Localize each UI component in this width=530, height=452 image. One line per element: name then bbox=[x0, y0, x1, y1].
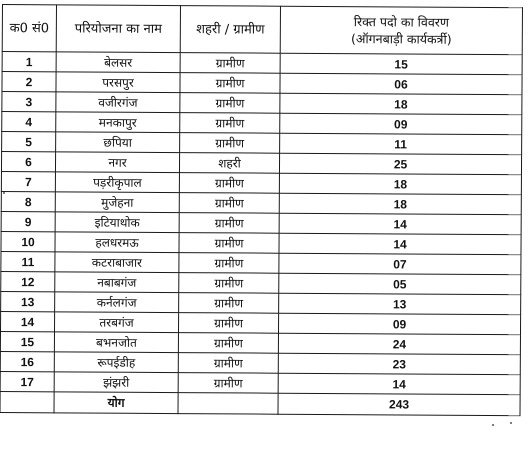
serial-number-cell: 9 bbox=[1, 211, 55, 231]
vacancy-count-cell: 14 bbox=[278, 373, 520, 394]
table-body bbox=[0, 52, 522, 395]
vacancy-count-cell: 13 bbox=[279, 293, 521, 314]
serial-number-cell: 16 bbox=[0, 351, 54, 371]
serial-number-cell: 11 bbox=[1, 251, 55, 271]
serial-number-cell: 8 bbox=[1, 191, 55, 211]
area-type-cell: ग्रामीण bbox=[180, 93, 280, 114]
project-name-cell: हलधरमऊ bbox=[55, 232, 179, 253]
area-type-cell: ग्रामीण bbox=[178, 373, 278, 394]
project-name-cell: झंझरी bbox=[54, 372, 178, 393]
scan-speck bbox=[3, 192, 5, 194]
area-type-cell: ग्रामीण bbox=[179, 233, 279, 254]
project-name-cell: बभनजोत bbox=[54, 332, 178, 353]
serial-number-cell: 1 bbox=[2, 52, 56, 72]
header-project-name: परियोजना का नाम bbox=[56, 5, 180, 53]
header-vacancy-title: रिक्त पदो का विवरण bbox=[353, 14, 450, 30]
area-type-cell: ग्रामीण bbox=[180, 73, 280, 94]
vacancy-count-cell: 15 bbox=[280, 53, 522, 74]
serial-number-cell: 3 bbox=[2, 92, 56, 112]
project-name-cell: परसपुर bbox=[56, 72, 180, 93]
header-serial-number: क0 सं0 bbox=[2, 5, 56, 52]
area-type-cell: शहरी bbox=[179, 153, 279, 174]
project-name-cell: तरबगंज bbox=[54, 312, 178, 333]
total-value: 243 bbox=[278, 393, 520, 415]
area-type-cell: ग्रामीण bbox=[178, 313, 278, 334]
vacancy-count-cell: 11 bbox=[280, 133, 522, 154]
area-type-cell: ग्रामीण bbox=[179, 193, 279, 214]
serial-number-cell: 14 bbox=[0, 311, 54, 331]
area-type-cell: ग्रामीण bbox=[179, 173, 279, 194]
vacancy-count-cell: 14 bbox=[279, 213, 521, 234]
vacancy-count-cell: 06 bbox=[280, 73, 522, 94]
project-name-cell: रूपईडीह bbox=[54, 352, 178, 373]
vacancy-count-cell: 25 bbox=[279, 153, 521, 174]
total-label: योग bbox=[54, 392, 178, 414]
table-header-row bbox=[2, 5, 522, 55]
project-name-cell: नगर bbox=[55, 152, 179, 173]
vacancy-table bbox=[0, 4, 523, 416]
project-name-cell: कटराबाजार bbox=[55, 252, 179, 273]
serial-number-cell: 15 bbox=[0, 331, 54, 351]
total-serial-cell bbox=[0, 391, 54, 412]
area-type-cell: ग्रामीण bbox=[179, 253, 279, 274]
project-name-cell: कर्नलगंज bbox=[55, 292, 179, 313]
header-vacancy-subtitle: (ऑगनबाड़ी कार्यकर्त्री) bbox=[350, 31, 452, 47]
vacancy-count-cell: 24 bbox=[278, 333, 520, 354]
serial-number-cell: 7 bbox=[1, 171, 55, 191]
vacancy-count-cell: 09 bbox=[280, 113, 522, 134]
vacancy-count-cell: 18 bbox=[279, 193, 521, 214]
serial-number-cell: 10 bbox=[1, 231, 55, 251]
scan-speck bbox=[492, 424, 494, 426]
area-type-cell: ग्रामीण bbox=[178, 333, 278, 354]
area-type-cell: ग्रामीण bbox=[180, 113, 280, 134]
serial-number-cell: 5 bbox=[2, 132, 56, 152]
serial-number-cell: 6 bbox=[1, 152, 55, 172]
header-vacancy-details bbox=[280, 6, 522, 54]
serial-number-cell: 2 bbox=[2, 72, 56, 92]
project-name-cell: वजीरगंज bbox=[56, 92, 180, 113]
serial-number-cell: 17 bbox=[0, 371, 54, 391]
serial-number-cell: 13 bbox=[1, 291, 55, 311]
vacancy-count-cell: 18 bbox=[280, 93, 522, 114]
vacancy-count-cell: 09 bbox=[278, 313, 520, 334]
vacancy-count-cell: 14 bbox=[279, 233, 521, 254]
serial-number-cell: 4 bbox=[2, 112, 56, 132]
project-name-cell: पड़रीकृपाल bbox=[55, 172, 179, 193]
project-name-cell: मनकापुर bbox=[56, 112, 180, 133]
project-name-cell: छपिया bbox=[56, 132, 180, 153]
area-type-cell: ग्रामीण bbox=[179, 293, 279, 314]
project-name-cell: इटियाथोक bbox=[55, 212, 179, 233]
total-row bbox=[0, 391, 520, 415]
project-name-cell: बेलसर bbox=[56, 52, 180, 73]
vacancy-count-cell: 23 bbox=[278, 353, 520, 374]
area-type-cell: ग्रामीण bbox=[180, 53, 280, 74]
project-name-cell: नबाबगंज bbox=[55, 272, 179, 293]
total-area-cell bbox=[178, 393, 278, 415]
vacancy-count-cell: 05 bbox=[279, 273, 521, 294]
header-area-type: शहरी / ग्रामीण bbox=[180, 6, 280, 54]
serial-number-cell: 12 bbox=[1, 271, 55, 291]
area-type-cell: ग्रामीण bbox=[180, 133, 280, 154]
vacancy-count-cell: 18 bbox=[279, 173, 521, 194]
area-type-cell: ग्रामीण bbox=[178, 353, 278, 374]
area-type-cell: ग्रामीण bbox=[179, 273, 279, 294]
scan-speck bbox=[510, 422, 512, 424]
vacancy-count-cell: 07 bbox=[279, 253, 521, 274]
area-type-cell: ग्रामीण bbox=[179, 213, 279, 234]
project-name-cell: मुजेहना bbox=[55, 192, 179, 213]
